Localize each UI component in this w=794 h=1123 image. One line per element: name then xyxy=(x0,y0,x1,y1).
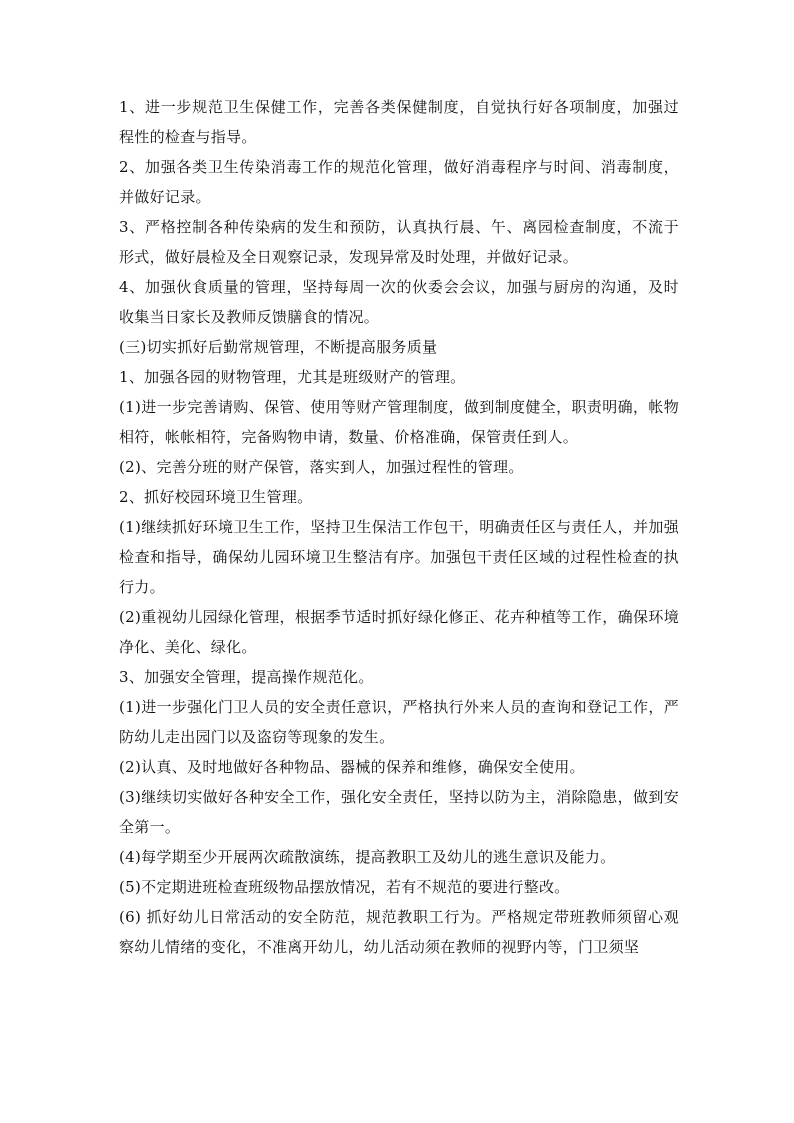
paragraph: (1)进一步完善请购、保管、使用等财产管理制度，做到制度健全，职责明确，帐物相符，帐帐相符，完备购物申请，数量、价格准确，保管责任到人。 xyxy=(119,398,679,446)
paragraph: 3、加强安全管理，提高操作规范化。 xyxy=(119,668,374,686)
paragraph: 1、进一步规范卫生保健工作，完善各类保健制度，自觉执行好各项制度，加强过程性的检查与指导。 xyxy=(119,98,679,146)
section-heading: (三)切实抓好后勤常规管理，不断提高服务质量 xyxy=(119,338,438,356)
paragraph: (6) 抓好幼儿日常活动的安全防范，规范教职工行为。严格规定带班教师须留心观察幼儿情绪的变化，不准离开幼儿，幼儿活动须在教师的视野内等，门卫须坚 xyxy=(119,908,679,956)
paragraph: 2、加强各类卫生传染消毒工作的规范化管理，做好消毒程序与时间、消毒制度，并做好记录。 xyxy=(119,158,679,206)
paragraph: 3、严格控制各种传染病的发生和预防，认真执行晨、午、离园检查制度，不流于形式，做好晨检及全日观察记录，发现异常及时处理，并做好记录。 xyxy=(119,218,679,266)
paragraph: 2、抓好校园环境卫生管理。 xyxy=(119,488,313,506)
paragraph: (2)重视幼儿园绿化管理，根据季节适时抓好绿化修正、花卉种植等工作，确保环境净化、美化、绿化。 xyxy=(119,608,679,656)
paragraph: (5)不定期进班检查班级物品摆放情况，若有不规范的要进行整改。 xyxy=(119,878,570,896)
paragraph: (3)继续切实做好各种安全工作，强化安全责任，坚持以防为主，消除隐患，做到安全第一。 xyxy=(119,788,679,836)
paragraph: 1、加强各园的财物管理，尤其是班级财产的管理。 xyxy=(119,368,466,386)
paragraph: 4、加强伙食质量的管理，坚持每周一次的伙委会会议，加强与厨房的沟通，及时收集当日家长及教师反馈膳食的情况。 xyxy=(119,278,679,326)
paragraph: (2)认真、及时地做好各种物品、器械的保养和维修，确保安全使用。 xyxy=(119,758,585,776)
paragraph: (1)进一步强化门卫人员的安全责任意识，严格执行外来人员的查询和登记工作，严防幼儿走出园门以及盗窃等现象的发生。 xyxy=(119,698,679,746)
paragraph: (1)继续抓好环境卫生工作，坚持卫生保洁工作包干，明确责任区与责任人，并加强检查和指导，确保幼儿园环境卫生整洁有序。加强包干责任区域的过程性检查的执行力。 xyxy=(119,518,679,596)
paragraph: (4)每学期至少开展两次疏散演练，提高教职工及幼儿的逃生意识及能力。 xyxy=(119,848,616,866)
document-body xyxy=(119,92,679,962)
paragraph: (2)、完善分班的财产保管，落实到人，加强过程性的管理。 xyxy=(119,458,524,476)
